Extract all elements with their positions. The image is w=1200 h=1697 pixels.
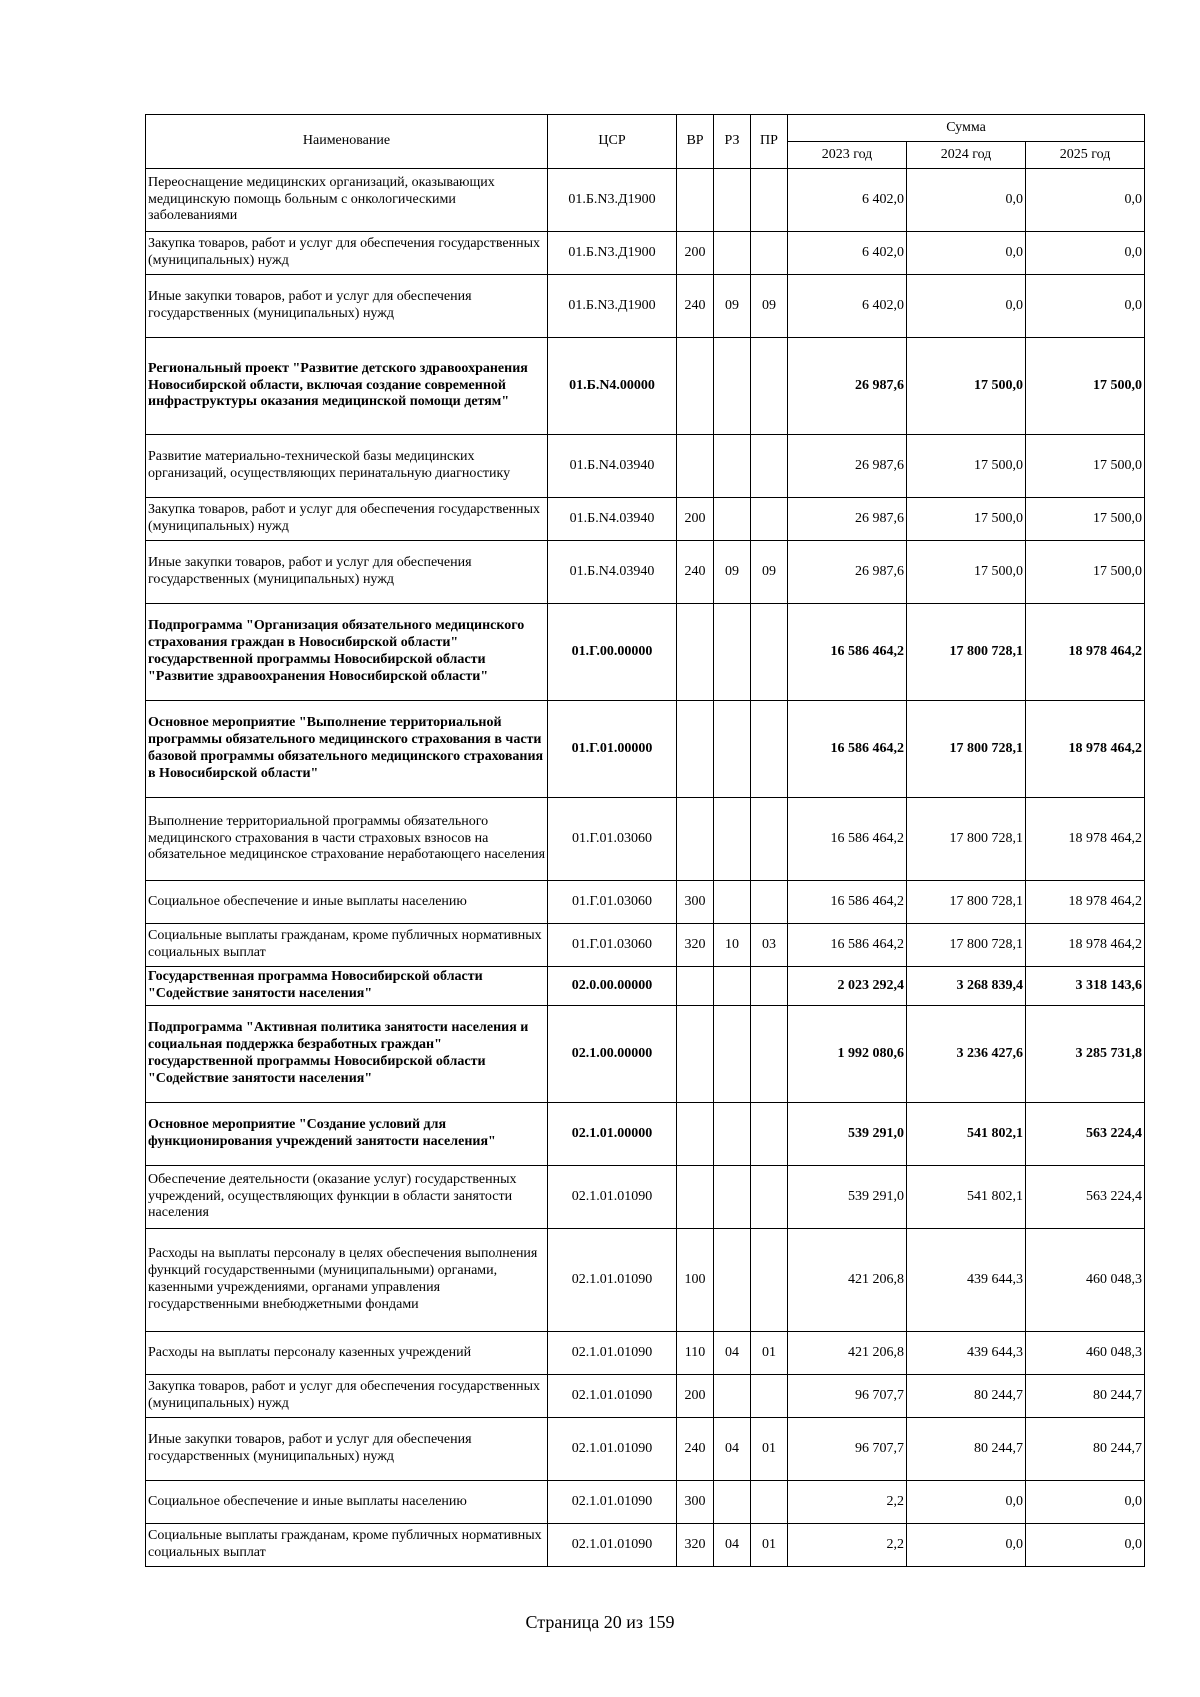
- cell-name: Социальные выплаты гражданам, кроме публичных нормативных социальных выплат: [146, 924, 548, 967]
- cell-rz: [714, 169, 751, 232]
- cell-csr: 01.Г.00.00000: [548, 604, 677, 701]
- cell-2023: 539 291,0: [788, 1103, 907, 1166]
- cell-2023: 96 707,7: [788, 1418, 907, 1481]
- cell-pr: [751, 1006, 788, 1103]
- cell-pr: [751, 1229, 788, 1332]
- cell-pr: [751, 701, 788, 798]
- table-row: [146, 1418, 1145, 1481]
- cell-csr: 01.Б.N3.Д1900: [548, 232, 677, 275]
- cell-2023: 2 023 292,4: [788, 967, 907, 1006]
- cell-csr: 02.1.01.01090: [548, 1524, 677, 1567]
- cell-name: Социальное обеспечение и иные выплаты населению: [146, 881, 548, 924]
- table-row: [146, 604, 1145, 701]
- cell-2024: 439 644,3: [907, 1332, 1026, 1375]
- cell-vr: 240: [677, 275, 714, 338]
- cell-2023: 26 987,6: [788, 498, 907, 541]
- cell-pr: [751, 967, 788, 1006]
- table-row: [146, 798, 1145, 881]
- cell-2024: 0,0: [907, 275, 1026, 338]
- table-header: [146, 115, 1145, 169]
- cell-name: Обеспечение деятельности (оказание услуг) государственных учреждений, осуществляющих функции в области занятости населения: [146, 1166, 548, 1229]
- cell-rz: 04: [714, 1332, 751, 1375]
- cell-pr: 01: [751, 1418, 788, 1481]
- cell-2023: 96 707,7: [788, 1375, 907, 1418]
- cell-rz: [714, 881, 751, 924]
- cell-2023: 26 987,6: [788, 541, 907, 604]
- table-row: [146, 232, 1145, 275]
- cell-2025: 0,0: [1026, 1524, 1145, 1567]
- cell-pr: 03: [751, 924, 788, 967]
- cell-csr: 02.1.01.01090: [548, 1166, 677, 1229]
- cell-2024: 439 644,3: [907, 1229, 1026, 1332]
- cell-name: Переоснащение медицинских организаций, оказывающих медицинскую помощь больным с онкологическими заболеваниями: [146, 169, 548, 232]
- cell-rz: 04: [714, 1418, 751, 1481]
- cell-2023: 26 987,6: [788, 338, 907, 435]
- cell-rz: [714, 798, 751, 881]
- cell-2024: 0,0: [907, 169, 1026, 232]
- table-row: [146, 967, 1145, 1006]
- cell-2024: 80 244,7: [907, 1375, 1026, 1418]
- cell-2023: 2,2: [788, 1524, 907, 1567]
- header-sum: Сумма: [788, 115, 1145, 142]
- cell-pr: [751, 1375, 788, 1418]
- cell-2024: 3 236 427,6: [907, 1006, 1026, 1103]
- header-pr: ПР: [751, 115, 788, 169]
- cell-2025: 18 978 464,2: [1026, 798, 1145, 881]
- cell-vr: 200: [677, 1375, 714, 1418]
- cell-2025: 0,0: [1026, 169, 1145, 232]
- header-name: Наименование: [146, 115, 548, 169]
- cell-rz: [714, 498, 751, 541]
- cell-2025: 0,0: [1026, 1481, 1145, 1524]
- table-row: [146, 1375, 1145, 1418]
- table-row: [146, 435, 1145, 498]
- cell-pr: [751, 232, 788, 275]
- cell-csr: 02.1.01.01090: [548, 1375, 677, 1418]
- cell-2023: 2,2: [788, 1481, 907, 1524]
- cell-vr: 240: [677, 1418, 714, 1481]
- cell-csr: 01.Б.N4.03940: [548, 541, 677, 604]
- cell-vr: [677, 169, 714, 232]
- cell-2023: 6 402,0: [788, 232, 907, 275]
- cell-csr: 02.1.01.00000: [548, 1103, 677, 1166]
- cell-name: Развитие материально-технической базы медицинских организаций, осуществляющих перинатальную диагностику: [146, 435, 548, 498]
- cell-vr: [677, 338, 714, 435]
- cell-2023: 421 206,8: [788, 1229, 907, 1332]
- cell-2025: 18 978 464,2: [1026, 881, 1145, 924]
- table-row: [146, 498, 1145, 541]
- cell-2024: 0,0: [907, 232, 1026, 275]
- cell-name: Подпрограмма "Активная политика занятости населения и социальная поддержка безработных граждан" государственной программы Новосибирской области "Содействие занятости населения": [146, 1006, 548, 1103]
- cell-rz: [714, 1166, 751, 1229]
- cell-pr: [751, 798, 788, 881]
- cell-name: Выполнение территориальной программы обязательного медицинского страхования в части страховых взносов на обязательное медицинское страхование неработающего населения: [146, 798, 548, 881]
- cell-pr: 09: [751, 275, 788, 338]
- cell-csr: 01.Б.N4.00000: [548, 338, 677, 435]
- cell-name: Подпрограмма "Организация обязательного медицинского страхования граждан в Новосибирской области" государственной программы Новосибирской области "Развитие здравоохранения Новосибирской области": [146, 604, 548, 701]
- cell-rz: 10: [714, 924, 751, 967]
- cell-2024: 17 800 728,1: [907, 604, 1026, 701]
- cell-pr: [751, 1166, 788, 1229]
- cell-name: Основное мероприятие "Выполнение территориальной программы обязательного медицинского страхования в части базовой программы обязательного медицинского страхования в Новосибирской области": [146, 701, 548, 798]
- cell-csr: 01.Г.01.03060: [548, 924, 677, 967]
- table-row: [146, 1481, 1145, 1524]
- cell-2023: 421 206,8: [788, 1332, 907, 1375]
- cell-rz: [714, 701, 751, 798]
- cell-2025: 563 224,4: [1026, 1166, 1145, 1229]
- cell-vr: [677, 967, 714, 1006]
- cell-2025: 563 224,4: [1026, 1103, 1145, 1166]
- cell-vr: [677, 435, 714, 498]
- cell-csr: 02.1.00.00000: [548, 1006, 677, 1103]
- cell-csr: 01.Б.N4.03940: [548, 498, 677, 541]
- cell-2025: 80 244,7: [1026, 1418, 1145, 1481]
- cell-2024: 541 802,1: [907, 1166, 1026, 1229]
- cell-rz: [714, 1481, 751, 1524]
- cell-vr: [677, 1166, 714, 1229]
- cell-pr: 09: [751, 541, 788, 604]
- cell-pr: [751, 1103, 788, 1166]
- cell-vr: [677, 798, 714, 881]
- cell-2024: 17 800 728,1: [907, 881, 1026, 924]
- cell-2024: 80 244,7: [907, 1418, 1026, 1481]
- cell-vr: 300: [677, 1481, 714, 1524]
- cell-2024: 17 500,0: [907, 498, 1026, 541]
- table-row: [146, 1103, 1145, 1166]
- cell-name: Иные закупки товаров, работ и услуг для обеспечения государственных (муниципальных) нужд: [146, 275, 548, 338]
- cell-2025: 80 244,7: [1026, 1375, 1145, 1418]
- cell-pr: [751, 1481, 788, 1524]
- cell-pr: [751, 435, 788, 498]
- cell-csr: 02.1.01.01090: [548, 1481, 677, 1524]
- page-number: Страница 20 из 159: [525, 1612, 675, 1632]
- cell-2025: 3 285 731,8: [1026, 1006, 1145, 1103]
- cell-vr: [677, 701, 714, 798]
- cell-name: Социальное обеспечение и иные выплаты населению: [146, 1481, 548, 1524]
- table-row: [146, 338, 1145, 435]
- cell-2024: 17 500,0: [907, 338, 1026, 435]
- cell-2024: 17 500,0: [907, 541, 1026, 604]
- cell-name: Расходы на выплаты персоналу в целях обеспечения выполнения функций государственными (муниципальными) органами, казенными учреждениями, органами управления государственными внебюджетными фондами: [146, 1229, 548, 1332]
- cell-2024: 17 500,0: [907, 435, 1026, 498]
- cell-2024: 0,0: [907, 1524, 1026, 1567]
- header-csr: ЦСР: [548, 115, 677, 169]
- table-row: [146, 924, 1145, 967]
- cell-2025: 460 048,3: [1026, 1229, 1145, 1332]
- cell-csr: 01.Г.01.03060: [548, 798, 677, 881]
- cell-2025: 17 500,0: [1026, 498, 1145, 541]
- cell-pr: [751, 498, 788, 541]
- cell-vr: 240: [677, 541, 714, 604]
- cell-2025: 17 500,0: [1026, 338, 1145, 435]
- cell-name: Иные закупки товаров, работ и услуг для обеспечения государственных (муниципальных) нужд: [146, 1418, 548, 1481]
- cell-2023: 26 987,6: [788, 435, 907, 498]
- cell-csr: 02.0.00.00000: [548, 967, 677, 1006]
- cell-vr: 320: [677, 1524, 714, 1567]
- cell-vr: 200: [677, 498, 714, 541]
- table-row: [146, 1166, 1145, 1229]
- cell-2023: 16 586 464,2: [788, 924, 907, 967]
- header-2024: 2024 год: [907, 142, 1026, 169]
- cell-vr: [677, 1103, 714, 1166]
- cell-rz: [714, 1229, 751, 1332]
- cell-2023: 6 402,0: [788, 275, 907, 338]
- cell-2023: 539 291,0: [788, 1166, 907, 1229]
- cell-csr: 02.1.01.01090: [548, 1229, 677, 1332]
- cell-vr: 110: [677, 1332, 714, 1375]
- cell-2025: 460 048,3: [1026, 1332, 1145, 1375]
- cell-name: Закупка товаров, работ и услуг для обеспечения государственных (муниципальных) нужд: [146, 1375, 548, 1418]
- cell-pr: [751, 604, 788, 701]
- cell-rz: [714, 435, 751, 498]
- cell-2024: 3 268 839,4: [907, 967, 1026, 1006]
- cell-2023: 16 586 464,2: [788, 604, 907, 701]
- cell-2024: 17 800 728,1: [907, 798, 1026, 881]
- header-2023: 2023 год: [788, 142, 907, 169]
- cell-csr: 01.Г.01.03060: [548, 881, 677, 924]
- cell-csr: 01.Г.01.00000: [548, 701, 677, 798]
- cell-rz: 09: [714, 541, 751, 604]
- cell-csr: 02.1.01.01090: [548, 1332, 677, 1375]
- cell-vr: 300: [677, 881, 714, 924]
- cell-rz: [714, 1103, 751, 1166]
- cell-2025: 3 318 143,6: [1026, 967, 1145, 1006]
- cell-2023: 16 586 464,2: [788, 701, 907, 798]
- table-row: [146, 1229, 1145, 1332]
- cell-name: Региональный проект "Развитие детского здравоохранения Новосибирской области, включая создание современной инфраструктуры оказания медицинской помощи детям": [146, 338, 548, 435]
- cell-pr: [751, 338, 788, 435]
- table-row: [146, 701, 1145, 798]
- cell-2025: 0,0: [1026, 275, 1145, 338]
- cell-vr: [677, 1006, 714, 1103]
- header-2025: 2025 год: [1026, 142, 1145, 169]
- cell-rz: [714, 1006, 751, 1103]
- cell-name: Государственная программа Новосибирской области "Содействие занятости населения": [146, 967, 548, 1006]
- cell-vr: 200: [677, 232, 714, 275]
- cell-2025: 18 978 464,2: [1026, 701, 1145, 798]
- cell-csr: 01.Б.N3.Д1900: [548, 169, 677, 232]
- cell-2025: 18 978 464,2: [1026, 924, 1145, 967]
- cell-name: Основное мероприятие "Создание условий для функционирования учреждений занятости населения": [146, 1103, 548, 1166]
- cell-name: Иные закупки товаров, работ и услуг для обеспечения государственных (муниципальных) нужд: [146, 541, 548, 604]
- cell-vr: 100: [677, 1229, 714, 1332]
- cell-name: Закупка товаров, работ и услуг для обеспечения государственных (муниципальных) нужд: [146, 232, 548, 275]
- cell-2025: 17 500,0: [1026, 435, 1145, 498]
- cell-rz: [714, 604, 751, 701]
- cell-2023: 16 586 464,2: [788, 798, 907, 881]
- cell-2025: 17 500,0: [1026, 541, 1145, 604]
- cell-2023: 16 586 464,2: [788, 881, 907, 924]
- cell-2023: 6 402,0: [788, 169, 907, 232]
- cell-rz: [714, 967, 751, 1006]
- table-row: [146, 881, 1145, 924]
- header-rz: РЗ: [714, 115, 751, 169]
- budget-table: [145, 114, 1145, 1567]
- cell-rz: 09: [714, 275, 751, 338]
- cell-name: Социальные выплаты гражданам, кроме публичных нормативных социальных выплат: [146, 1524, 548, 1567]
- cell-csr: 01.Б.N4.03940: [548, 435, 677, 498]
- cell-rz: [714, 1375, 751, 1418]
- cell-rz: 04: [714, 1524, 751, 1567]
- cell-2025: 0,0: [1026, 232, 1145, 275]
- cell-2024: 541 802,1: [907, 1103, 1026, 1166]
- table-body: [146, 169, 1145, 1567]
- cell-pr: [751, 881, 788, 924]
- cell-vr: 320: [677, 924, 714, 967]
- table-row: [146, 275, 1145, 338]
- cell-2024: 17 800 728,1: [907, 701, 1026, 798]
- cell-vr: [677, 604, 714, 701]
- header-vr: ВР: [677, 115, 714, 169]
- cell-2025: 18 978 464,2: [1026, 604, 1145, 701]
- table-row: [146, 169, 1145, 232]
- cell-rz: [714, 232, 751, 275]
- cell-pr: [751, 169, 788, 232]
- cell-name: Закупка товаров, работ и услуг для обеспечения государственных (муниципальных) нужд: [146, 498, 548, 541]
- cell-name: Расходы на выплаты персоналу казенных учреждений: [146, 1332, 548, 1375]
- table-row: [146, 1524, 1145, 1567]
- cell-2023: 1 992 080,6: [788, 1006, 907, 1103]
- cell-2024: 0,0: [907, 1481, 1026, 1524]
- cell-pr: 01: [751, 1524, 788, 1567]
- table-row: [146, 541, 1145, 604]
- table-row: [146, 1006, 1145, 1103]
- cell-rz: [714, 338, 751, 435]
- cell-csr: 01.Б.N3.Д1900: [548, 275, 677, 338]
- cell-pr: 01: [751, 1332, 788, 1375]
- cell-2024: 17 800 728,1: [907, 924, 1026, 967]
- cell-csr: 02.1.01.01090: [548, 1418, 677, 1481]
- table-row: [146, 1332, 1145, 1375]
